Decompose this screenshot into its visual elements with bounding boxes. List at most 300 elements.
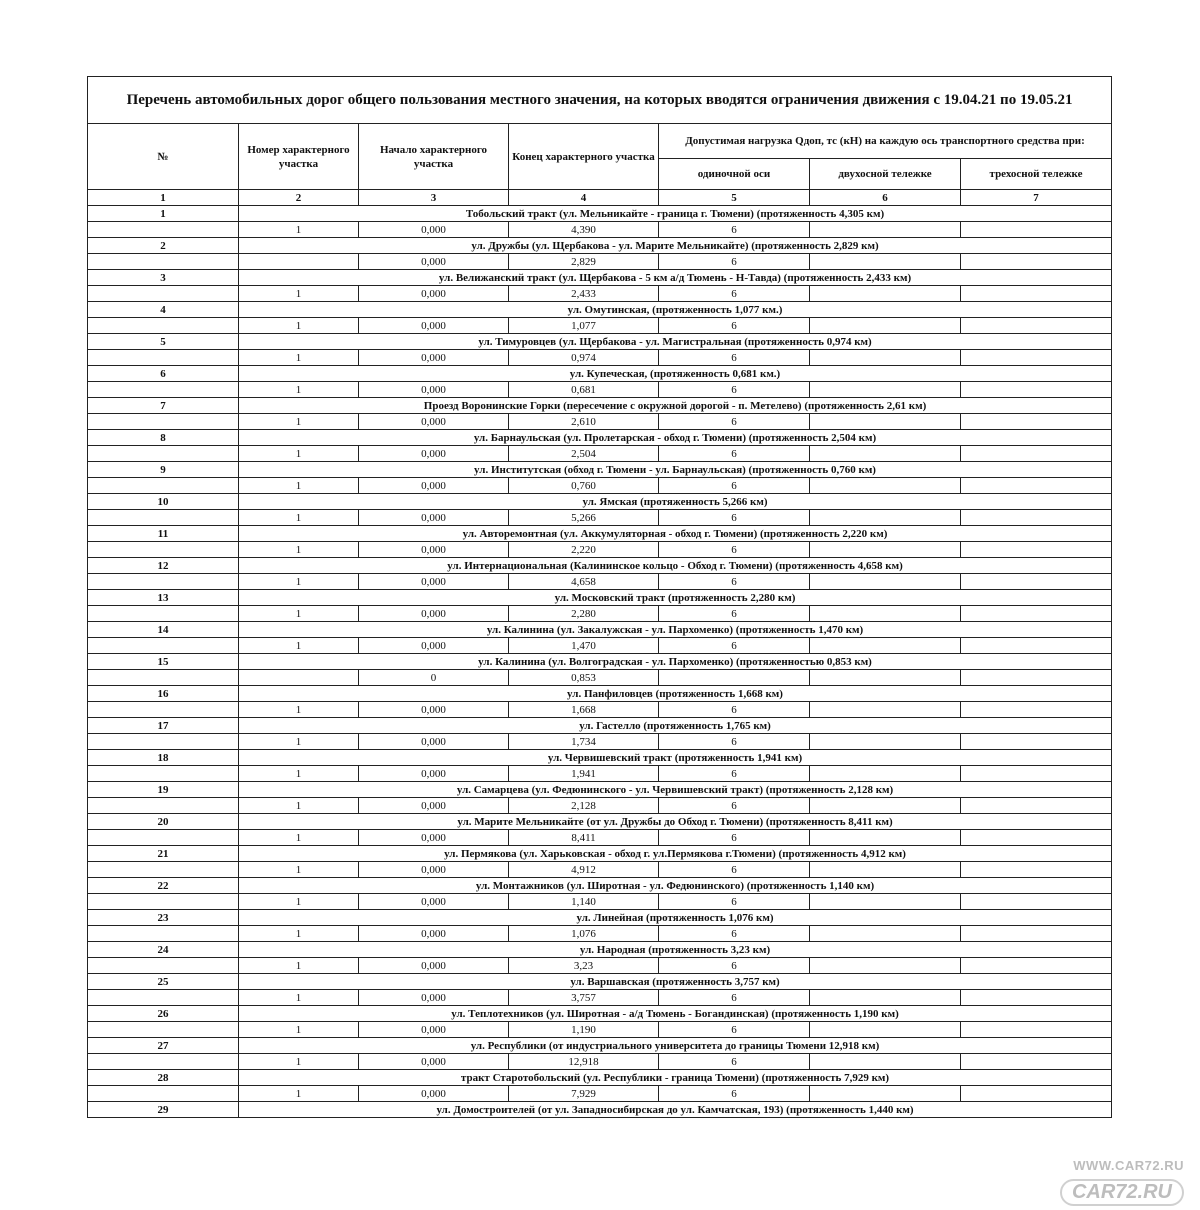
load-single-axle: 6 [659, 222, 810, 238]
load-double-axle [810, 254, 961, 270]
load-single-axle: 6 [659, 574, 810, 590]
section-row [88, 990, 1112, 1006]
road-name: ул. Самарцева (ул. Федюнинского - ул. Червишевский тракт) (протяженность 2,128 км) [239, 782, 1112, 798]
road-row [88, 1070, 1112, 1086]
road-number: 24 [88, 942, 239, 958]
header-load: Допустимая нагрузка Qдоп, тс (кН) на каждую ось транспортного средства при: [659, 124, 1112, 159]
roads-body [88, 206, 1112, 1118]
section-empty [88, 638, 239, 654]
road-number: 11 [88, 526, 239, 542]
load-triple-axle [961, 222, 1112, 238]
road-number: 13 [88, 590, 239, 606]
road-row [88, 366, 1112, 382]
road-number: 18 [88, 750, 239, 766]
section-number: 1 [239, 862, 359, 878]
load-double-axle [810, 478, 961, 494]
section-row [88, 606, 1112, 622]
road-name: ул. Авторемонтная (ул. Аккумуляторная - обход г. Тюмени) (протяженность 2,220 км) [239, 526, 1112, 542]
section-end: 2,610 [509, 414, 659, 430]
section-row [88, 926, 1112, 942]
road-name: ул. Институтская (обход г. Тюмени - ул. Барнаульская) (протяженность 0,760 км) [239, 462, 1112, 478]
road-name: ул. Гастелло (протяженность 1,765 км) [239, 718, 1112, 734]
section-number: 1 [239, 830, 359, 846]
load-single-axle: 6 [659, 414, 810, 430]
section-start: 0,000 [359, 510, 509, 526]
load-triple-axle [961, 382, 1112, 398]
load-double-axle [810, 1022, 961, 1038]
section-row [88, 798, 1112, 814]
section-number: 1 [239, 350, 359, 366]
section-end: 3,23 [509, 958, 659, 974]
section-start: 0,000 [359, 1022, 509, 1038]
load-single-axle: 6 [659, 446, 810, 462]
load-double-axle [810, 638, 961, 654]
section-empty [88, 830, 239, 846]
load-triple-axle [961, 318, 1112, 334]
section-empty [88, 478, 239, 494]
road-name: ул. Линейная (протяженность 1,076 км) [239, 910, 1112, 926]
section-end: 0,681 [509, 382, 659, 398]
section-start: 0,000 [359, 894, 509, 910]
load-triple-axle [961, 254, 1112, 270]
section-start: 0,000 [359, 286, 509, 302]
road-row [88, 814, 1112, 830]
section-number: 1 [239, 382, 359, 398]
road-name: ул. Тимуровцев (ул. Щербакова - ул. Магистральная (протяженность 0,974 км) [239, 334, 1112, 350]
road-number: 2 [88, 238, 239, 254]
section-end: 1,190 [509, 1022, 659, 1038]
section-empty [88, 1022, 239, 1038]
section-empty [88, 318, 239, 334]
road-row [88, 782, 1112, 798]
section-start: 0,000 [359, 254, 509, 270]
road-name: ул. Домостроителей (от ул. Западносибирская до ул. Камчатская, 193) (протяженность 1,440 км) [239, 1102, 1112, 1118]
section-number: 1 [239, 286, 359, 302]
section-end: 1,734 [509, 734, 659, 750]
road-number: 8 [88, 430, 239, 446]
section-end: 12,918 [509, 1054, 659, 1070]
road-row [88, 910, 1112, 926]
column-number: 5 [659, 190, 810, 206]
load-triple-axle [961, 670, 1112, 686]
section-start: 0,000 [359, 318, 509, 334]
section-start: 0,000 [359, 926, 509, 942]
section-number: 1 [239, 766, 359, 782]
section-number: 1 [239, 574, 359, 590]
load-double-axle [810, 926, 961, 942]
load-triple-axle [961, 510, 1112, 526]
road-name: ул. Ямская (протяженность 5,266 км) [239, 494, 1112, 510]
road-name: ул. Червишевский тракт (протяженность 1,941 км) [239, 750, 1112, 766]
load-single-axle: 6 [659, 478, 810, 494]
section-empty [88, 382, 239, 398]
section-empty [88, 1054, 239, 1070]
document-title: Перечень автомобильных дорог общего пользования местного значения, на которых вводятся ограничения движения с 19.04.21 по 19.05.21 [88, 77, 1112, 124]
load-single-axle: 6 [659, 286, 810, 302]
load-double-axle [810, 766, 961, 782]
load-double-axle [810, 734, 961, 750]
load-single-axle: 6 [659, 766, 810, 782]
section-row [88, 862, 1112, 878]
load-single-axle: 6 [659, 798, 810, 814]
road-row [88, 462, 1112, 478]
load-triple-axle [961, 478, 1112, 494]
section-number: 1 [239, 1054, 359, 1070]
load-double-axle [810, 446, 961, 462]
section-empty [88, 606, 239, 622]
load-single-axle: 6 [659, 638, 810, 654]
section-empty [88, 446, 239, 462]
section-empty [88, 510, 239, 526]
load-triple-axle [961, 734, 1112, 750]
load-double-axle [810, 830, 961, 846]
road-name: ул. Республики (от индустриального университета до границы Тюмени 12,918 км) [239, 1038, 1112, 1054]
road-number: 3 [88, 270, 239, 286]
road-row [88, 750, 1112, 766]
watermark [1034, 1158, 1184, 1206]
load-double-axle [810, 606, 961, 622]
column-number: 7 [961, 190, 1112, 206]
road-row [88, 206, 1112, 222]
load-double-axle [810, 574, 961, 590]
section-start: 0 [359, 670, 509, 686]
section-start: 0,000 [359, 990, 509, 1006]
section-number: 1 [239, 542, 359, 558]
section-row [88, 574, 1112, 590]
section-row [88, 766, 1112, 782]
header-start: Начало характерного участка [359, 124, 509, 190]
load-single-axle: 6 [659, 958, 810, 974]
road-number: 23 [88, 910, 239, 926]
load-double-axle [810, 862, 961, 878]
road-name: ул. Барнаульская (ул. Пролетарская - обход г. Тюмени) (протяженность 2,504 км) [239, 430, 1112, 446]
header-single-axle: одиночной оси [659, 159, 810, 190]
road-name: ул. Интернациональная (Калининское кольцо - Обход г. Тюмени) (протяженность 4,658 км) [239, 558, 1112, 574]
road-number: 19 [88, 782, 239, 798]
road-name: ул. Варшавская (протяженность 3,757 км) [239, 974, 1112, 990]
section-start: 0,000 [359, 478, 509, 494]
section-end: 1,668 [509, 702, 659, 718]
section-number: 1 [239, 446, 359, 462]
load-double-axle [810, 1086, 961, 1102]
section-row [88, 830, 1112, 846]
load-double-axle [810, 798, 961, 814]
section-row [88, 1022, 1112, 1038]
section-number: 1 [239, 606, 359, 622]
load-single-axle: 6 [659, 350, 810, 366]
road-number: 22 [88, 878, 239, 894]
header-section-no: Номер характерного участка [239, 124, 359, 190]
section-empty [88, 222, 239, 238]
road-row [88, 238, 1112, 254]
section-row [88, 446, 1112, 462]
road-row [88, 942, 1112, 958]
load-triple-axle [961, 1086, 1112, 1102]
load-single-axle: 6 [659, 318, 810, 334]
section-end: 4,658 [509, 574, 659, 590]
load-triple-axle [961, 830, 1112, 846]
section-number: 1 [239, 734, 359, 750]
section-end: 1,077 [509, 318, 659, 334]
load-double-axle [810, 222, 961, 238]
load-double-axle [810, 382, 961, 398]
section-number: 1 [239, 414, 359, 430]
load-single-axle: 6 [659, 1086, 810, 1102]
section-start: 0,000 [359, 766, 509, 782]
road-name: ул. Монтажников (ул. Широтная - ул. Федюнинского) (протяженность 1,140 км) [239, 878, 1112, 894]
load-single-axle: 6 [659, 862, 810, 878]
section-end: 2,220 [509, 542, 659, 558]
section-row [88, 638, 1112, 654]
load-triple-axle [961, 414, 1112, 430]
road-row [88, 1038, 1112, 1054]
road-number: 25 [88, 974, 239, 990]
section-empty [88, 798, 239, 814]
section-row [88, 414, 1112, 430]
road-row [88, 974, 1112, 990]
road-name: ул. Московский тракт (протяженность 2,280 км) [239, 590, 1112, 606]
road-name: ул. Панфиловцев (протяженность 1,668 км) [239, 686, 1112, 702]
road-number: 9 [88, 462, 239, 478]
header-num: № [88, 124, 239, 190]
document [87, 76, 1111, 1118]
road-number: 26 [88, 1006, 239, 1022]
load-double-axle [810, 670, 961, 686]
section-start: 0,000 [359, 414, 509, 430]
section-number [239, 670, 359, 686]
road-name: ул. Калинина (ул. Закалужская - ул. Пархоменко) (протяженность 1,470 км) [239, 622, 1112, 638]
road-name: ул. Марите Мельникайте (от ул. Дружбы до Обход г. Тюмени) (протяженность 8,411 км) [239, 814, 1112, 830]
section-start: 0,000 [359, 958, 509, 974]
column-number: 3 [359, 190, 509, 206]
section-start: 0,000 [359, 702, 509, 718]
road-number: 28 [88, 1070, 239, 1086]
road-name: тракт Старотобольский (ул. Республики - граница Тюмени) (протяженность 7,929 км) [239, 1070, 1112, 1086]
load-single-axle: 6 [659, 510, 810, 526]
section-end: 4,390 [509, 222, 659, 238]
load-double-axle [810, 350, 961, 366]
load-triple-axle [961, 638, 1112, 654]
load-single-axle: 6 [659, 734, 810, 750]
section-empty [88, 350, 239, 366]
road-name: ул. Народная (протяженность 3,23 км) [239, 942, 1112, 958]
section-row [88, 510, 1112, 526]
road-row [88, 494, 1112, 510]
road-name: ул. Калинина (ул. Волгоградская - ул. Пархоменко) (протяженностью 0,853 км) [239, 654, 1112, 670]
column-number: 1 [88, 190, 239, 206]
section-number: 1 [239, 958, 359, 974]
road-number: 16 [88, 686, 239, 702]
load-single-axle: 6 [659, 1054, 810, 1070]
section-empty [88, 926, 239, 942]
section-start: 0,000 [359, 350, 509, 366]
section-empty [88, 1086, 239, 1102]
load-double-axle [810, 318, 961, 334]
load-double-axle [810, 286, 961, 302]
section-empty [88, 894, 239, 910]
load-single-axle: 6 [659, 254, 810, 270]
column-number: 6 [810, 190, 961, 206]
road-row [88, 718, 1112, 734]
road-number: 14 [88, 622, 239, 638]
section-empty [88, 414, 239, 430]
section-end: 2,433 [509, 286, 659, 302]
road-row [88, 302, 1112, 318]
section-row [88, 1086, 1112, 1102]
section-number: 1 [239, 990, 359, 1006]
road-row [88, 1102, 1112, 1118]
load-double-axle [810, 414, 961, 430]
section-empty [88, 734, 239, 750]
section-start: 0,000 [359, 446, 509, 462]
section-empty [88, 254, 239, 270]
road-number: 17 [88, 718, 239, 734]
load-double-axle [810, 542, 961, 558]
load-single-axle: 6 [659, 990, 810, 1006]
load-single-axle: 6 [659, 830, 810, 846]
section-number: 1 [239, 222, 359, 238]
section-row [88, 382, 1112, 398]
road-name: ул. Купеческая, (протяженность 0,681 км.) [239, 366, 1112, 382]
load-triple-axle [961, 1022, 1112, 1038]
section-empty [88, 542, 239, 558]
column-number: 2 [239, 190, 359, 206]
road-number: 20 [88, 814, 239, 830]
column-number: 4 [509, 190, 659, 206]
road-name: ул. Омутинская, (протяженность 1,077 км.) [239, 302, 1112, 318]
load-single-axle: 6 [659, 1022, 810, 1038]
load-triple-axle [961, 958, 1112, 974]
column-numbers-row [88, 190, 1112, 206]
road-row [88, 1006, 1112, 1022]
section-start: 0,000 [359, 542, 509, 558]
load-single-axle: 6 [659, 702, 810, 718]
road-name: Проезд Воронинские Горки (пересечение с окружной дорогой - п. Метелево) (протяженность 2,61 км) [239, 398, 1112, 414]
section-end: 2,128 [509, 798, 659, 814]
load-double-axle [810, 702, 961, 718]
load-double-axle [810, 510, 961, 526]
section-end: 5,266 [509, 510, 659, 526]
road-row [88, 846, 1112, 862]
road-number: 1 [88, 206, 239, 222]
section-row [88, 670, 1112, 686]
section-start: 0,000 [359, 830, 509, 846]
section-start: 0,000 [359, 606, 509, 622]
load-single-axle: 6 [659, 894, 810, 910]
road-number: 4 [88, 302, 239, 318]
section-start: 0,000 [359, 382, 509, 398]
load-triple-axle [961, 990, 1112, 1006]
watermark-url: WWW.CAR72.RU [1073, 1158, 1184, 1173]
section-empty [88, 958, 239, 974]
section-end: 1,076 [509, 926, 659, 942]
header-end: Конец характерного участка [509, 124, 659, 190]
load-double-axle [810, 894, 961, 910]
section-empty [88, 862, 239, 878]
section-row [88, 350, 1112, 366]
section-row [88, 1054, 1112, 1070]
road-number: 15 [88, 654, 239, 670]
road-name: ул. Дружбы (ул. Щербакова - ул. Марите Мельникайте) (протяженность 2,829 км) [239, 238, 1112, 254]
road-row [88, 686, 1112, 702]
section-start: 0,000 [359, 862, 509, 878]
section-number: 1 [239, 510, 359, 526]
section-row [88, 254, 1112, 270]
section-number: 1 [239, 318, 359, 334]
section-row [88, 702, 1112, 718]
section-end: 2,280 [509, 606, 659, 622]
section-start: 0,000 [359, 734, 509, 750]
load-triple-axle [961, 606, 1112, 622]
section-row [88, 318, 1112, 334]
header-double-axle: двухосной тележке [810, 159, 961, 190]
section-empty [88, 286, 239, 302]
load-triple-axle [961, 926, 1112, 942]
section-end: 0,760 [509, 478, 659, 494]
section-start: 0,000 [359, 638, 509, 654]
load-triple-axle [961, 574, 1112, 590]
load-single-axle: 6 [659, 606, 810, 622]
load-single-axle: 6 [659, 542, 810, 558]
section-empty [88, 670, 239, 686]
section-row [88, 478, 1112, 494]
section-end: 0,974 [509, 350, 659, 366]
load-single-axle: 6 [659, 382, 810, 398]
load-triple-axle [961, 894, 1112, 910]
section-row [88, 286, 1112, 302]
road-number: 7 [88, 398, 239, 414]
road-row [88, 558, 1112, 574]
load-double-axle [810, 990, 961, 1006]
load-triple-axle [961, 350, 1112, 366]
road-number: 21 [88, 846, 239, 862]
road-number: 27 [88, 1038, 239, 1054]
load-single-axle [659, 670, 810, 686]
road-row [88, 654, 1112, 670]
roads-table [87, 76, 1112, 1118]
road-name: Тобольский тракт (ул. Мельникайте - граница г. Тюмени) (протяженность 4,305 км) [239, 206, 1112, 222]
section-empty [88, 574, 239, 590]
load-triple-axle [961, 766, 1112, 782]
road-number: 29 [88, 1102, 239, 1118]
section-start: 0,000 [359, 574, 509, 590]
section-start: 0,000 [359, 1054, 509, 1070]
section-number: 1 [239, 926, 359, 942]
section-end: 2,504 [509, 446, 659, 462]
section-number [239, 254, 359, 270]
section-number: 1 [239, 798, 359, 814]
load-triple-axle [961, 862, 1112, 878]
load-double-axle [810, 958, 961, 974]
section-end: 1,470 [509, 638, 659, 654]
section-empty [88, 990, 239, 1006]
road-number: 10 [88, 494, 239, 510]
section-end: 1,941 [509, 766, 659, 782]
road-row [88, 590, 1112, 606]
load-double-axle [810, 1054, 961, 1070]
section-end: 4,912 [509, 862, 659, 878]
road-row [88, 878, 1112, 894]
section-row [88, 958, 1112, 974]
section-number: 1 [239, 1022, 359, 1038]
section-start: 0,000 [359, 1086, 509, 1102]
section-row [88, 734, 1112, 750]
header-triple-axle: трехосной тележке [961, 159, 1112, 190]
section-end: 1,140 [509, 894, 659, 910]
section-row [88, 542, 1112, 558]
road-name: ул. Теплотехников (ул. Широтная - а/д Тюмень - Богандинская) (протяженность 1,190 км) [239, 1006, 1112, 1022]
road-row [88, 430, 1112, 446]
